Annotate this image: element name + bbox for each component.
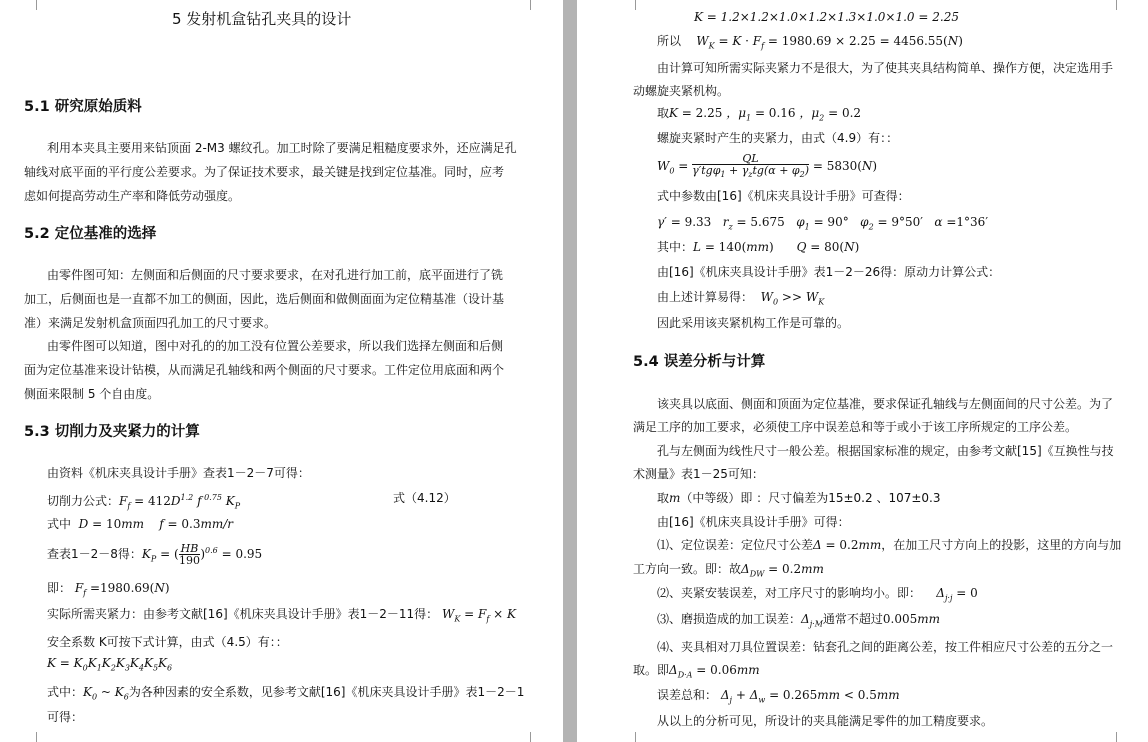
paragraph-line: 轴线对底平面的平行度公差要求。为了保证技术要求，最关键是找到定位基准。同时，应考 (24, 165, 505, 179)
paragraph-line: 式中参数由[16]《机床夹具设计手册》可查得： (657, 189, 910, 203)
formula-line (47, 515, 233, 533)
page-left (0, 0, 563, 742)
math-wk-value: $W_K = K \cdot F_f = 1980.69 \times 2.25 = 4456.55(N)$ (696, 34, 963, 51)
math-delta-jm: $\Delta_{j\cdot M}$ (801, 612, 823, 629)
section-heading: 5.1 研究原始质料 (24, 99, 142, 115)
formula-line (657, 32, 963, 55)
formula-text: ，在加工尺寸方向上的投影，这里的方向与加 (881, 538, 1122, 552)
paragraph-line: ⑷、夹具相对刀具位置误差：钻套孔之间的距离公差，按工件相应尺寸公差的五分之一 (657, 640, 1114, 654)
section-heading: 5.4 误差分析与计算 (633, 354, 766, 370)
equation-number: 式（4.12） (393, 491, 456, 505)
formula-label: 取。即 (633, 663, 670, 677)
formula-label: 取 (657, 106, 670, 120)
formula-label: 即： (47, 581, 72, 595)
math-params-values: γ′ = 9.33 $r_z = 5.675$ $\varphi_1 = 90^\circ$ $\varphi_2 = 9^\circ 50'$ α =1°36′ (657, 215, 989, 232)
math-k-value: K = 1.2×1.2×1.0×1.2×1.3×1.0×1.0 = 2.25 (694, 10, 959, 24)
formula-label: 其中： (657, 240, 694, 254)
math-k-range: $K_0$ ~ $K_6$ (83, 685, 129, 702)
paragraph-line: 可得： (47, 710, 84, 724)
formula-line (657, 686, 900, 709)
formula-line (657, 584, 978, 607)
math-w0: $W_0$ = $\frac{QL}{\gamma'tg\varphi_1 + \gamma_ztg(\alpha + \varphi_2)}$ = 5830(N) (657, 151, 878, 180)
formula-label: 查表1－2－8得： (47, 547, 142, 561)
math-delta-dw: $\Delta_{DW} = 0.2mm$ (741, 562, 824, 579)
formula-line (657, 610, 940, 633)
formula-label: 式中 (47, 517, 72, 531)
crop-mark (530, 0, 541, 10)
paragraph-line: 由零件图可以知道，图中对孔的的加工没有位置公差要求，所以我们选择左侧面和后侧 (47, 339, 504, 353)
formula-text: 为各种因素的安全系数，见参考文献[16]《机床夹具设计手册》表1－2－1 (128, 685, 525, 699)
formula-label: 误差总和： (657, 688, 718, 702)
formula-line (657, 104, 861, 127)
paragraph-line: 满足工序的加工要求，必须使工序中误差总和等于或小于该工序所规定的工序公差。 (633, 420, 1078, 434)
formula-line (657, 238, 859, 256)
page-title: 5 发射机盒钻孔夹具的设计 (172, 10, 352, 28)
crop-mark (26, 732, 37, 742)
formula-label: 式中： (47, 685, 84, 699)
formula-text: （中等级）即 ：尺寸偏差为15±0.2 、107±0.3 (680, 491, 941, 505)
math-wk: $W_K = F_f \times K$ (442, 607, 517, 624)
formula-line (633, 661, 760, 684)
formula-line (47, 605, 516, 628)
page-right (577, 0, 1148, 742)
math-error-sum: $\Delta_j + \Delta_w = 0.265mm < 0.5mm$ (720, 688, 900, 705)
formula-label: ⑶、磨损造成的加工误差： (657, 612, 802, 626)
formula-line (657, 152, 877, 180)
crop-mark (530, 732, 541, 742)
paragraph-line: 侧面来限制 5 个自由度。 (24, 387, 160, 401)
math-kp: $K_P$ = ( $\frac{HB}{190}$ )$^{0.6}$ = 0.95 (141, 542, 263, 567)
paragraph-line: 利用本夹具主要用来钻顶面 2-M3 螺纹孔。加工时除了要满足粗糙度要求外，还应满足孔 (47, 141, 517, 155)
paragraph-line: 面为定位基准来设计钻模，从而满足孔轴线和两个侧面的尺寸要求。工件定位用底面和两个 (24, 363, 505, 377)
formula-line (47, 683, 524, 706)
paragraph-line: 螺旋夹紧时产生的夹紧力，由式（4.9）有：： (657, 131, 899, 145)
crop-mark (1116, 732, 1127, 742)
formula-label: 实际所需夹紧力：由参考文献[16]《机床夹具设计手册》表1－2－11得： (47, 607, 439, 621)
formula-label: ⑴、定位误差：定位尺寸公差 (657, 538, 814, 552)
math-m: m (669, 491, 681, 505)
crop-mark (1116, 0, 1127, 10)
paragraph-line: 由零件图可知：左侧面和后侧面的尺寸要求要求，在对孔进行加工前，底平面进行了铣 (47, 268, 504, 282)
paragraph-line: 虑如何提高劳动生产率和降低劳动强度。 (24, 189, 241, 203)
paragraph-line: 由资料《机床夹具设计手册》查表1－2－7可得： (47, 466, 310, 480)
math-params: D = 10mm f = 0.3mm/r (78, 517, 234, 531)
paragraph-line: 术测量》表1－25可知： (633, 467, 764, 481)
math-k-product: $K = K_0K_1K_2K_3K_4K_5K_6$ (47, 656, 173, 673)
paragraph-line: 从以上的分析可见，所设计的夹具能满足零件的加工精度要求。 (657, 714, 994, 728)
math-delta-da: $\Delta_{D\cdot A} = 0.06mm$ (669, 663, 760, 680)
paragraph-line: 动螺旋夹紧机构。 (633, 84, 730, 98)
formula-line (47, 542, 262, 568)
formula-line (657, 489, 941, 507)
paragraph-line: 该夹具以底面、侧面和顶面为定位基准，要求保证孔轴线与左侧面间的尺寸公差。为了 (657, 397, 1114, 411)
math-w0-compare: $W_0 >> W_K$ (760, 290, 825, 307)
math-cutting-force: $F_f = 412D^{1.2}$ f $^{0.75}$ $K_P$ (119, 493, 241, 511)
paragraph-line: 由[16]《机床夹具设计手册》表1－2－26得：原动力计算公式： (657, 265, 1001, 279)
paragraph-line: 加工，后侧面也是一直都不加工的侧面，因此，选后侧面和做侧面面为定位精基准（设计基 (24, 292, 505, 306)
math-coefficients: K = 2.25 ，$\mu_1 = 0.16$ ，$\mu_2 = 0.2$ (669, 106, 862, 123)
math-delta: Δ = 0.2mm (813, 538, 882, 552)
formula-line (657, 536, 1121, 554)
formula-label: 切削力公式： (47, 494, 120, 508)
formula-label: 取 (657, 491, 670, 505)
paragraph-line: 因此采用该夹紧机构工作是可靠的。 (657, 316, 850, 330)
formula-line (47, 489, 240, 515)
math-wear-limit: 0.005mm (882, 612, 941, 626)
formula-label: ⑵、夹紧安装误差，对工序尺寸的影响均小。即： (657, 586, 922, 600)
formula-line (633, 560, 824, 583)
math-l-q: L = 140(mm) Q = 80(N) (693, 240, 860, 254)
page-gap (563, 0, 577, 742)
crop-mark (625, 732, 636, 742)
math-ff: $F_f =1980.69(N)$ (74, 581, 170, 598)
formula-line (47, 579, 170, 602)
formula-label: 所以 (657, 34, 682, 48)
formula-line (657, 288, 824, 311)
formula-text: 通常不超过 (822, 612, 883, 626)
formula-label: 工方向一致。即：故 (633, 562, 742, 576)
section-heading: 5.3 切削力及夹紧力的计算 (24, 424, 200, 440)
crop-mark (26, 0, 37, 10)
paragraph-line: 由[16]《机床夹具设计手册》可得： (657, 515, 850, 529)
paragraph-line: 准）来满足发射机盒顶面四孔加工的尺寸要求。 (24, 316, 277, 330)
crop-mark (625, 0, 636, 10)
math-delta-j: $\Delta_{j\cdot j} = 0$ (936, 586, 978, 603)
paragraph-line: 由计算可知所需实际夹紧力不是很大，为了使其夹具结构简单、操作方便，决定选用手 (657, 61, 1114, 75)
paragraph-line: 安全系数 K可按下式计算，由式（4.5）有：： (47, 635, 288, 649)
paragraph-line: 孔与左侧面为线性尺寸一般公差。根据国家标准的规定，由参考文献[15]《互换性与技 (657, 444, 1114, 458)
section-heading: 5.2 定位基准的选择 (24, 226, 157, 242)
formula-label: 由上述计算易得： (657, 290, 754, 304)
